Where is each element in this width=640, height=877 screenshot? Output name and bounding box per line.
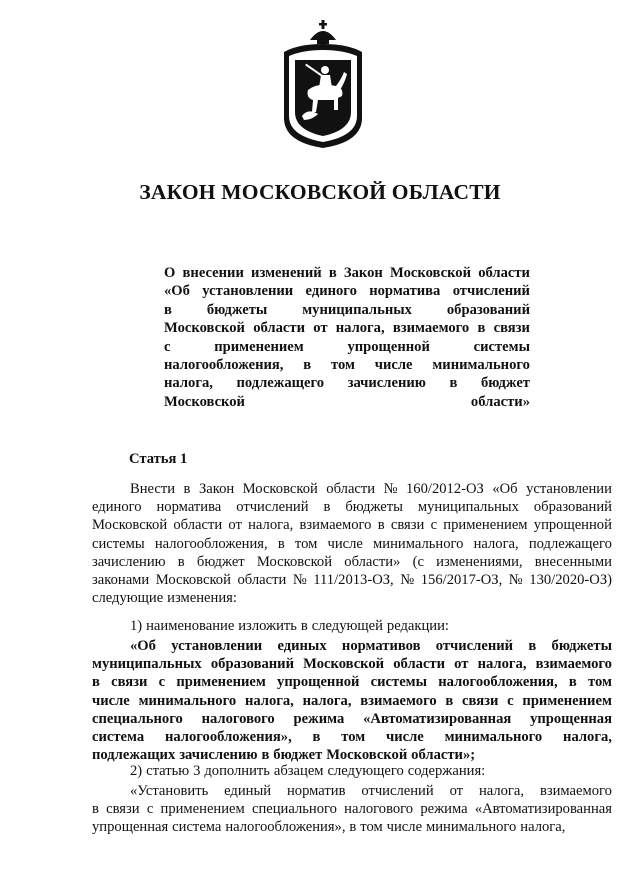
paragraph-line: Московской области от налога, взимаемого в связи с применением упрощенной (92, 517, 612, 534)
paragraph-line: специального налогового режима «Автоматизированная упрощенная (92, 710, 612, 727)
paragraph-line: в связи с применением упрощенной системы налогообложения, в том (92, 674, 612, 691)
subject-line: с применением упрощенной системы (164, 338, 530, 355)
law-subject (164, 264, 530, 411)
article-heading: Статья 1 (129, 451, 188, 467)
paragraph-line: числе минимального налога, налога, взимаемого в связи с применением (92, 692, 612, 709)
subject-line: в бюджеты муниципальных образований (164, 301, 530, 318)
paragraph-line: единого норматива отчислений в бюджеты муниципальных образований (92, 499, 612, 516)
subject-line: Московской области от налога, взимаемого в связи (164, 320, 530, 337)
subject-line: О внесении изменений в Закон Московской области (164, 265, 530, 281)
paragraph (92, 782, 612, 837)
paragraph-line: система налогообложения», в том числе минимального налога, (92, 728, 612, 745)
paragraph-line: Внести в Закон Московской области № 160/2012-ОЗ «Об установлении (130, 481, 612, 497)
paragraph (92, 762, 612, 780)
paragraph (92, 617, 612, 635)
coat-of-arms-emblem (278, 20, 368, 150)
paragraph-line: упрощенная система налогообложения», в том числе минимального налога, (92, 819, 566, 836)
subject-line: налога, подлежащего зачислению в бюджет (164, 375, 530, 392)
paragraph-line: «Об установлении единых нормативов отчислений в бюджеты (130, 638, 612, 654)
paragraph-line: «Установить единый норматив отчислений от налога, взимаемого (130, 783, 612, 799)
paragraph-line: 2) статью 3 дополнить абзацем следующего содержания: (130, 763, 486, 779)
paragraph-line: зачислению в бюджет Московской области» (с изменениями, внесенными (92, 553, 612, 570)
paragraph-line: подлежащих зачислению в бюджет Московской области»; (92, 747, 476, 764)
subject-line: налогообложения, в том числе минимального (164, 356, 530, 373)
paragraph-line: муниципальных образований Московской области от налога, взимаемого (92, 656, 612, 673)
subject-line: «Об установлении единого норматива отчислений (164, 283, 530, 300)
subject-line: Московской области» (164, 393, 530, 410)
paragraph (92, 480, 612, 607)
paragraph-line: 1) наименование изложить в следующей редакции: (130, 618, 449, 634)
paragraph-line: следующие изменения: (92, 590, 237, 607)
paragraph-line: законами Московской области № 111/2013-ОЗ, № 156/2017-ОЗ, № 130/2020-ОЗ) (92, 571, 612, 588)
paragraph-line: системы налогообложения, в том числе минимального налога, подлежащего (92, 535, 612, 552)
law-title: ЗАКОН МОСКОВСКОЙ ОБЛАСТИ (139, 180, 501, 204)
paragraph-line: в связи с применением специального налогового режима «Автоматизированная (92, 801, 612, 818)
paragraph (92, 637, 612, 764)
